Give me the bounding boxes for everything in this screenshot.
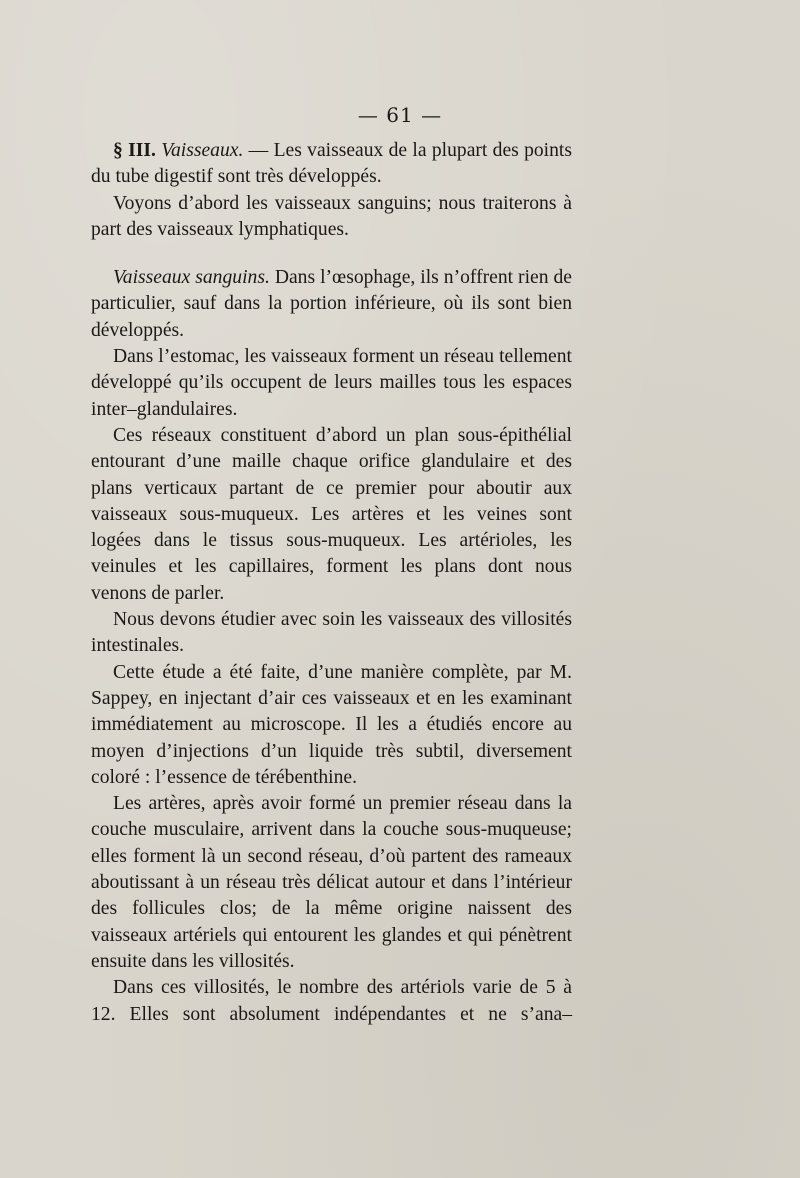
section-heading-title: Vaisseaux. [161,140,244,161]
paragraph-vaisseaux-intro [91,138,572,191]
paragraph-estomac: Dans l’estomac, les vaisseaux forment un réseau tellement développé qu’ils occupent de leurs mailles tous les espaces inter–glandulaires. [91,346,572,420]
paragraph-sappey: Cette étude a été faite, d’une manière complète, par M. Sappey, en injectant d’air ces vaisseaux et en les examinant immédiatement au microscope. Il les a étudiés encore au moyen d’injections d’un liquide très subtil, diversement coloré : l’essence de térébenthine. [91,661,572,788]
paragraph-villosites: Nous devons étudier avec soin les vaisseaux des villosités intestinales. [91,609,572,657]
paragraph-text: Dans l’œsophage, ils n’offrent rien de particulier, sauf dans la portion inférieure, où ils sont bien développés. [91,267,572,341]
paragraph-arteres: Les artères, après avoir formé un premier réseau dans la couche musculaire, arrivent dans la couche sous-muqueuse; elles forment là un second réseau, d’où partent des rameaux aboutissant à un réseau très délicat autour et dans l’intérieur des follicules clos; de la même origine naissent des vaisseaux artériels qui entourent les glandes et qui pénètrent ensuite dans les villosités. [91,793,572,972]
paragraph-arteriols: Dans ces villosités, le nombre des artériols varie de 5 à 12. Elles sont absolument indépendantes et ne s’ana– [91,977,572,1025]
section-heading-number: § III. [113,140,156,161]
subsection-heading: Vaisseaux sanguins. [113,267,270,289]
paragraph-vaisseaux-sanguins [91,265,572,344]
page-number: — 61 — [357,103,443,127]
paragraph-text: — Les vaisseaux de la plupart des points du tube digestif sont très développés. [91,140,572,188]
paragraph-voyons: Voyons d’abord les vaisseaux sanguins; nous traiterons à part des vaisseaux lymphatiques. [91,192,572,240]
body-text [91,138,572,1028]
paragraph-reseaux: Ces réseaux constituent d’abord un plan sous-épithélial entourant d’une maille chaque orifice glandulaire et des plans verticaux partant de ce premier pour aboutir aux vaisseaux sous-muqueux. Les artères et les veines sont logées dans le tissus sous-muqueux. Les artérioles, les veinules et les capillaires, forment les plans dont nous venons de parler. [91,424,572,604]
